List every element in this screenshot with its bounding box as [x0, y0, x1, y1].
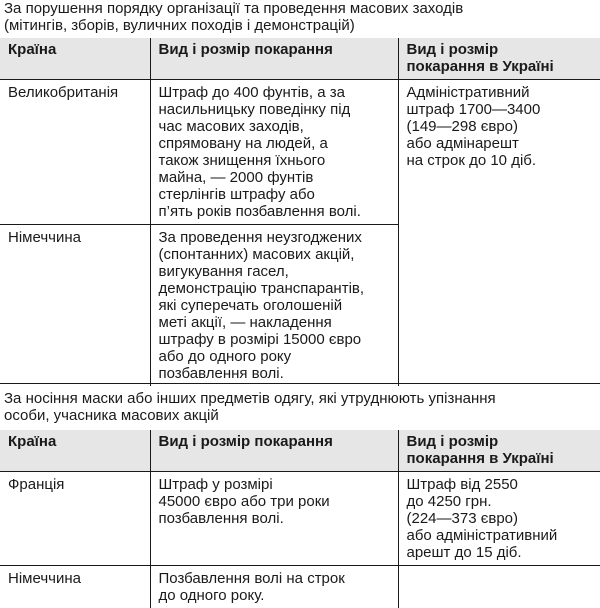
section-2-table [0, 430, 600, 608]
header-country: Країна [0, 38, 150, 80]
row-country: Франція [0, 472, 150, 566]
table-header-row [0, 38, 600, 80]
row-country: Великобританія [0, 80, 150, 225]
row-ukraine-empty [398, 566, 600, 608]
section-1-title: За порушення порядку організації та проведення масових заходів (мітингів, зборів, вуличних походів і демонстрацій) [4, 0, 594, 36]
row-punishment: Штраф у розмірі 45000 євро або три роки позбавлення волі. [150, 472, 398, 566]
header-country: Країна [0, 430, 150, 472]
row-country: Німеччина [0, 225, 150, 387]
table-row [0, 80, 600, 225]
table-row [0, 566, 600, 608]
header-ukraine: Вид і розмір покарання в Україні [398, 430, 600, 472]
header-punishment: Вид і розмір покарання [150, 38, 398, 80]
row-punishment: Позбавлення волі на строк до одного року. [150, 566, 398, 608]
section-2-title: За носіння маски або інших предметів одягу, які утруднюють упізнання особи, учасника масових акцій [4, 390, 594, 426]
section-1-table [0, 38, 600, 386]
section-separator [0, 383, 600, 384]
header-ukraine: Вид і розмір покарання в Україні [398, 38, 600, 80]
row-punishment: Штраф до 400 фунтів, а за насильницьку поведінку під час масових заходів, спрямовану на людей, а також знищення їхнього майна, — 2000 фунтів стерлінгів штрафу або п’ять років позбавлення волі. [150, 80, 398, 225]
row-country: Німеччина [0, 566, 150, 608]
header-punishment: Вид і розмір покарання [150, 430, 398, 472]
table-header-row [0, 430, 600, 472]
row-ukraine: Адміністративний штраф 1700—3400 (149—298 євро) або адмінарешт на строк до 10 діб. [398, 80, 600, 387]
table-row [0, 472, 600, 566]
row-ukraine: Штраф від 2550 до 4250 грн. (224—373 євро) або адміністративний арешт до 15 діб. [398, 472, 600, 566]
row-punishment: За проведення неузгоджених (спонтанних) масових акцій, вигукування гасел, демонстрацію транспарантів, які суперечать оголошеній меті акції, — накладення штрафу в розмірі 15000 євро або до одного року позбавлення волі. [150, 225, 398, 387]
